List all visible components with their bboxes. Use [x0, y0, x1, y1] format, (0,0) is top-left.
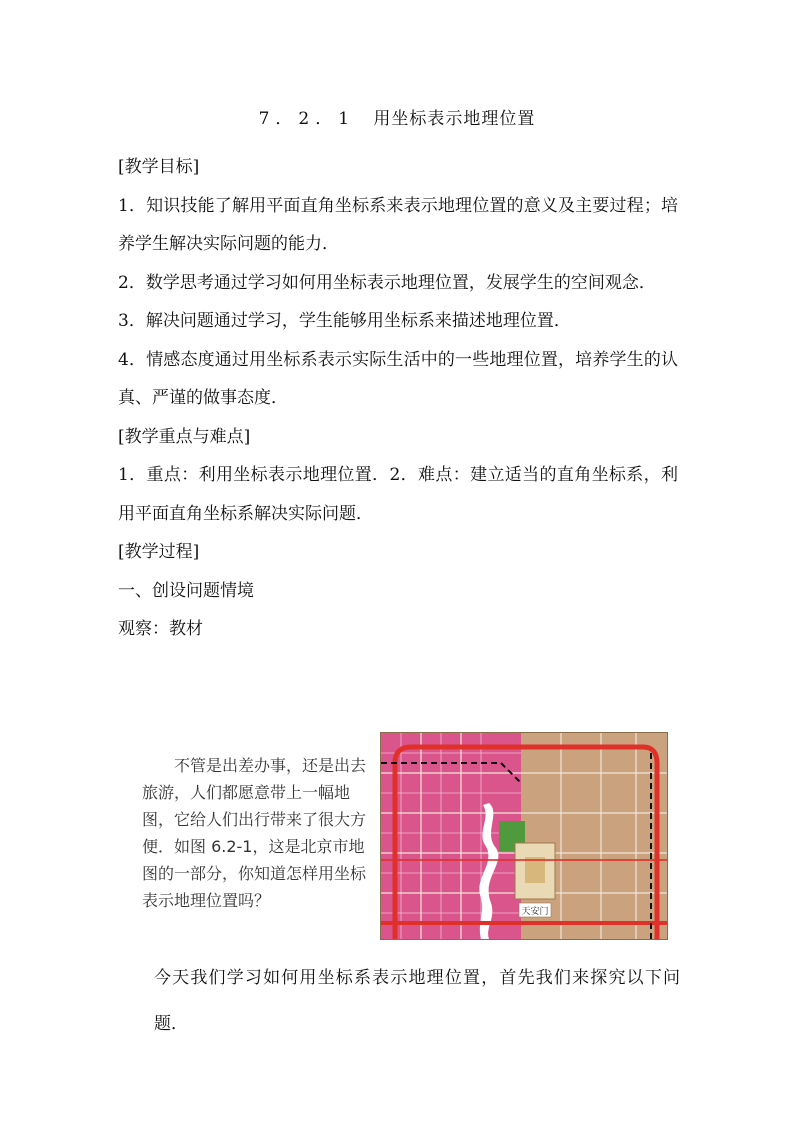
closing-paragraph	[118, 955, 680, 1047]
caption-line: 图的一部分，你知道怎样用坐标	[142, 864, 367, 883]
caption-line: 表示地理位置吗？	[142, 891, 271, 910]
section-title: 用坐标表示地理位置	[373, 109, 536, 129]
caption-line: 不管是出差办事，还是出去	[174, 756, 367, 775]
map-graphic	[381, 733, 667, 939]
section-one-heading: 一、创设问题情境	[118, 580, 254, 601]
section-number: 7．2．1	[258, 109, 356, 129]
beijing-map-image	[380, 732, 668, 940]
figure-caption	[142, 752, 382, 914]
heading-key-points: [教学重点与难点]	[118, 426, 251, 447]
map-label-tiananmen: 天安门	[521, 907, 549, 917]
objective-2: 2．数学思考通过学习如何用坐标表示地理位置，发展学生的空间观念．	[118, 272, 656, 293]
textbook-figure	[118, 730, 676, 940]
key-points-text: 1．重点：利用坐标表示地理位置．2．难点：建立适当的直角坐标系，利用平面直角坐标系解决实际问题．	[118, 465, 678, 524]
lesson-body	[118, 148, 678, 649]
observe-line: 观察：教材	[118, 619, 203, 639]
objective-3: 3．解决问题通过学习，学生能够用坐标系来描述地理位置．	[118, 311, 571, 331]
caption-line: 图，它给人们出行带来了很大方	[142, 810, 367, 829]
caption-line: 旅游，人们都愿意带上一幅地	[142, 783, 351, 802]
heading-objectives: [教学目标]	[118, 157, 200, 177]
heading-process: [教学过程]	[118, 542, 200, 562]
closing-text: 今天我们学习如何用坐标系表示地理位置，首先我们来探究以下问题．	[154, 968, 680, 1034]
document-title	[0, 104, 794, 129]
objective-1: 1．知识技能了解用平面直角坐标系来表示地理位置的意义及主要过程；培养学生解决实际问题的能力．	[118, 195, 678, 254]
objective-4: 4．情感态度通过用坐标系表示实际生活中的一些地理位置，培养学生的认真、严谨的做事态度．	[118, 349, 678, 408]
caption-line: 便．如图 6.2-1，这是北京市地	[142, 837, 365, 856]
